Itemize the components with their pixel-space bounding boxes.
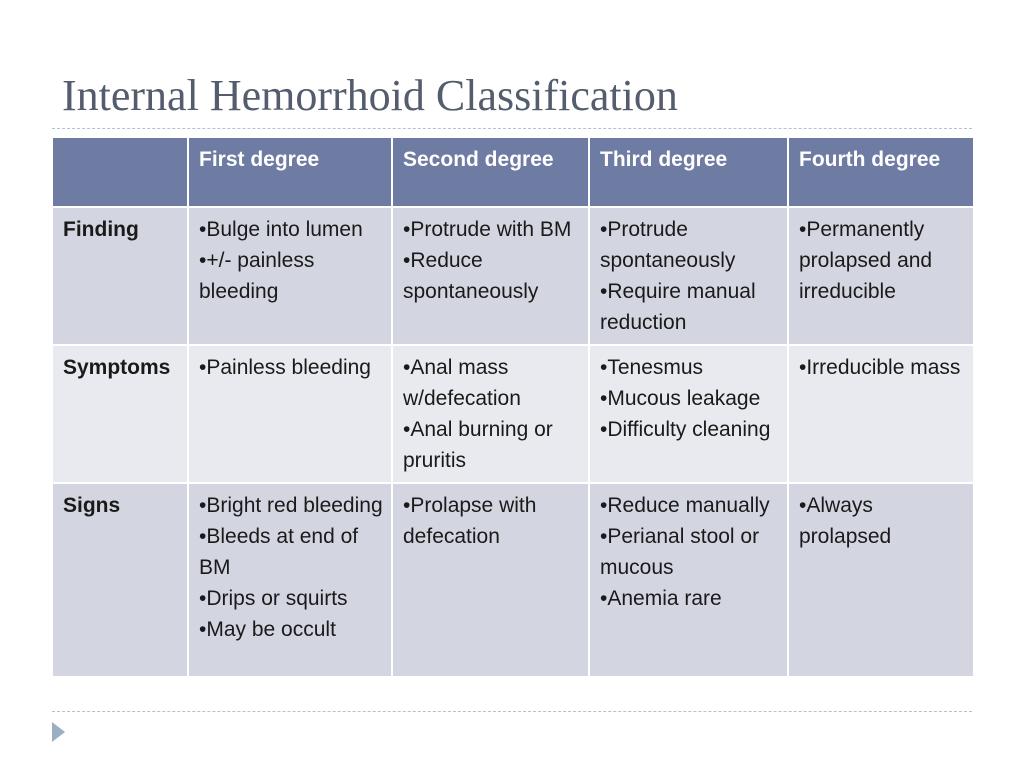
cell-symptoms-second-degree [392, 345, 589, 483]
row-label-signs: Signs [52, 483, 188, 677]
bullet-item: •Bright red bleeding [199, 494, 383, 517]
cell-finding-fourth-degree [788, 207, 974, 345]
cell-signs-second-degree [392, 483, 589, 677]
bullet-item: •Drips or squirts [199, 587, 348, 610]
table-row-signs [52, 483, 974, 677]
bullet-item: •Prolapse with defecation [403, 494, 537, 548]
cell-signs-fourth-degree [788, 483, 974, 677]
row-label-symptoms: Symptoms [52, 345, 188, 483]
title-divider [52, 128, 972, 129]
bullet-item: •Tenesmus [600, 356, 704, 379]
cell-signs-third-degree [589, 483, 788, 677]
bullet-item: •Mucous leakage [600, 387, 761, 410]
footer-divider [52, 711, 972, 712]
bullet-item: •May be occult [199, 618, 336, 641]
bullet-item: •Reduce manually [600, 494, 770, 517]
cell-symptoms-first-degree [188, 345, 392, 483]
bullet-item: •Perianal stool or mucous [600, 525, 760, 579]
header-cell-third-degree: Third degree [589, 137, 788, 207]
classification-table [51, 136, 975, 678]
bullet-item: •Difficulty cleaning [600, 418, 771, 441]
header-cell-first-degree: First degree [188, 137, 392, 207]
table-row-finding [52, 207, 974, 345]
bullet-item: •Painless bleeding [199, 356, 371, 379]
bullet-item: •Always prolapsed [799, 494, 892, 548]
cell-symptoms-fourth-degree [788, 345, 974, 483]
slide-title: Internal Hemorrhoid Classification [62, 71, 678, 120]
bullet-item: •Bleeds at end of BM [199, 525, 359, 579]
bullet-item: •Permanently prolapsed and irreducible [799, 218, 933, 303]
bullet-item: •Require manual reduction [600, 280, 756, 334]
bullet-item: •Protrude with BM [403, 218, 572, 241]
bullet-item: •+/- painless bleeding [199, 249, 315, 303]
header-cell-second-degree: Second degree [392, 137, 589, 207]
bullet-item: •Irreducible mass [799, 356, 961, 379]
bullet-item: •Anal burning or pruritis [403, 418, 553, 472]
header-row [52, 137, 974, 207]
cell-signs-first-degree [188, 483, 392, 677]
row-label-finding: Finding [52, 207, 188, 345]
header-cell-corner [52, 137, 188, 207]
bullet-item: •Reduce spontaneously [403, 249, 539, 303]
bullet-item: •Protrude spontaneously [600, 218, 736, 272]
cell-finding-third-degree [589, 207, 788, 345]
header-cell-fourth-degree: Fourth degree [788, 137, 974, 207]
bullet-item: •Bulge into lumen [199, 218, 363, 241]
bullet-item: •Anal mass w/defecation [403, 356, 521, 410]
table-row-symptoms [52, 345, 974, 483]
cell-symptoms-third-degree [589, 345, 788, 483]
bullet-item: •Anemia rare [600, 587, 722, 610]
cell-finding-second-degree [392, 207, 589, 345]
cell-finding-first-degree [188, 207, 392, 345]
triangle-bullet-icon [52, 722, 65, 742]
